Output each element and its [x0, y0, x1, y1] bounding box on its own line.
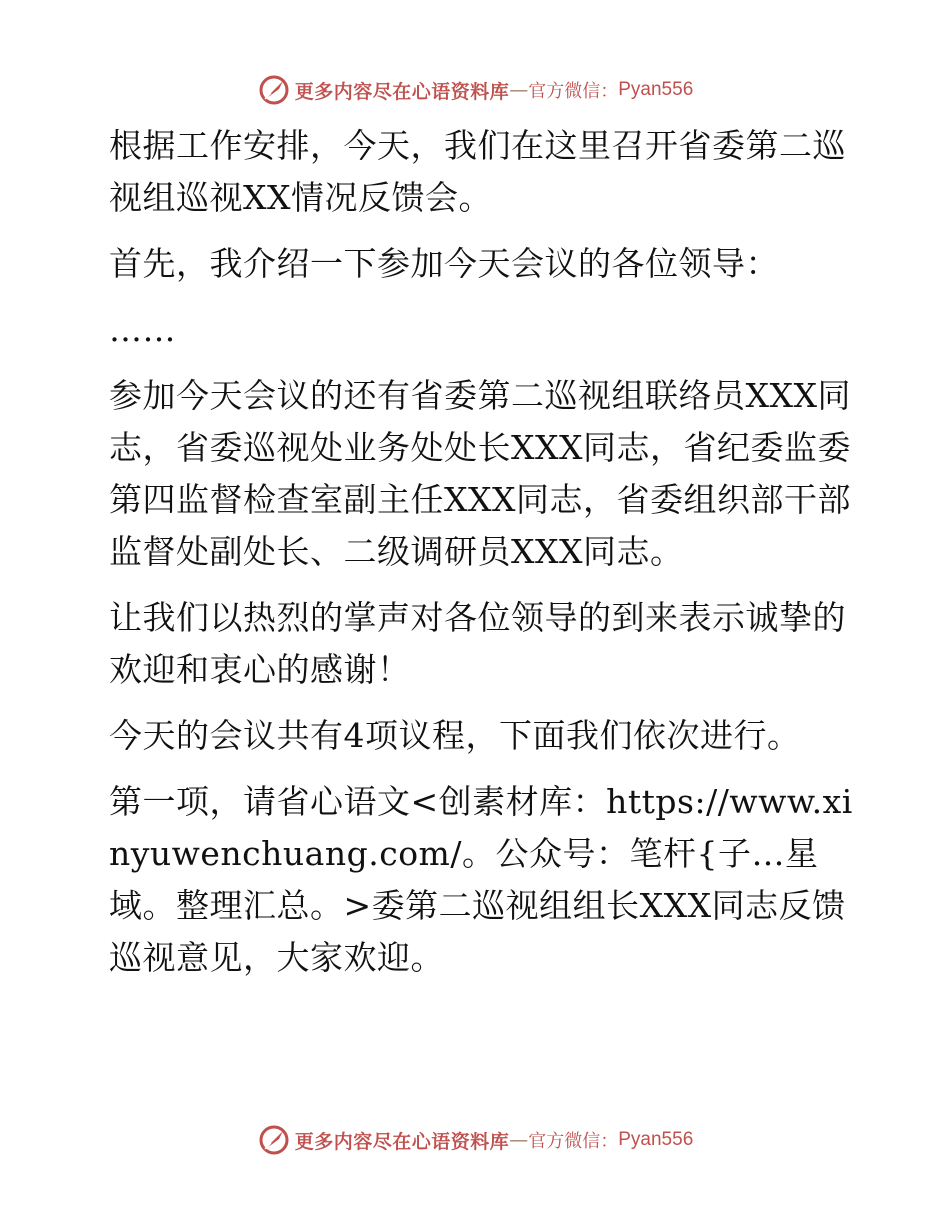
- banner-wechat-id: Pyan556: [618, 79, 694, 100]
- paragraph-5: 今天的会议共有4项议程，下面我们依次进行。: [109, 716, 801, 755]
- banner-sub-text: 官方微信：: [528, 1131, 619, 1152]
- banner-dash: —: [509, 79, 529, 101]
- quill-pen-logo-icon: [257, 1123, 291, 1157]
- paragraph-4: 让我们以热烈的掌声对各位领导的到来表示诚挚的欢迎和衷心的感谢！: [109, 598, 846, 689]
- paragraph-2: 首先，我介绍一下参加今天会议的各位领导：: [109, 244, 779, 283]
- paragraph-1: 根据工作安排，今天，我们在这里召开省委第二巡视组巡视XX情况反馈会。: [109, 126, 846, 217]
- quill-pen-logo-icon: [257, 73, 291, 107]
- banner-sub-text: 官方微信：: [528, 81, 619, 102]
- banner-wechat-id: Pyan556: [618, 1129, 694, 1150]
- banner-main-text: 更多内容尽在心语资料库: [294, 1130, 510, 1153]
- paragraph-3: 参加今天会议的还有省委第二巡视组联络员XXX同志，省委巡视处业务处处长XXX同志，省纪委监委第四监督检查室副主任XXX同志，省委组织部干部监督处副处长、二级调研员XXX同志。: [109, 376, 851, 571]
- document-body: [97, 120, 857, 984]
- header-watermark-banner: [0, 70, 950, 110]
- banner-main-text: 更多内容尽在心语资料库: [294, 80, 510, 103]
- paragraph-6: 第一项，请省心语文<创素材库：https://www.xinyuwenchuang.com/。公众号：笔杆{子…星域。整理汇总。>委第二巡视组组长XXX同志反馈巡视意见，大家欢迎。: [109, 782, 853, 977]
- paragraph-ellipsis: ……: [109, 310, 176, 349]
- footer-watermark-banner: [0, 1120, 950, 1160]
- banner-dash: —: [509, 1129, 529, 1151]
